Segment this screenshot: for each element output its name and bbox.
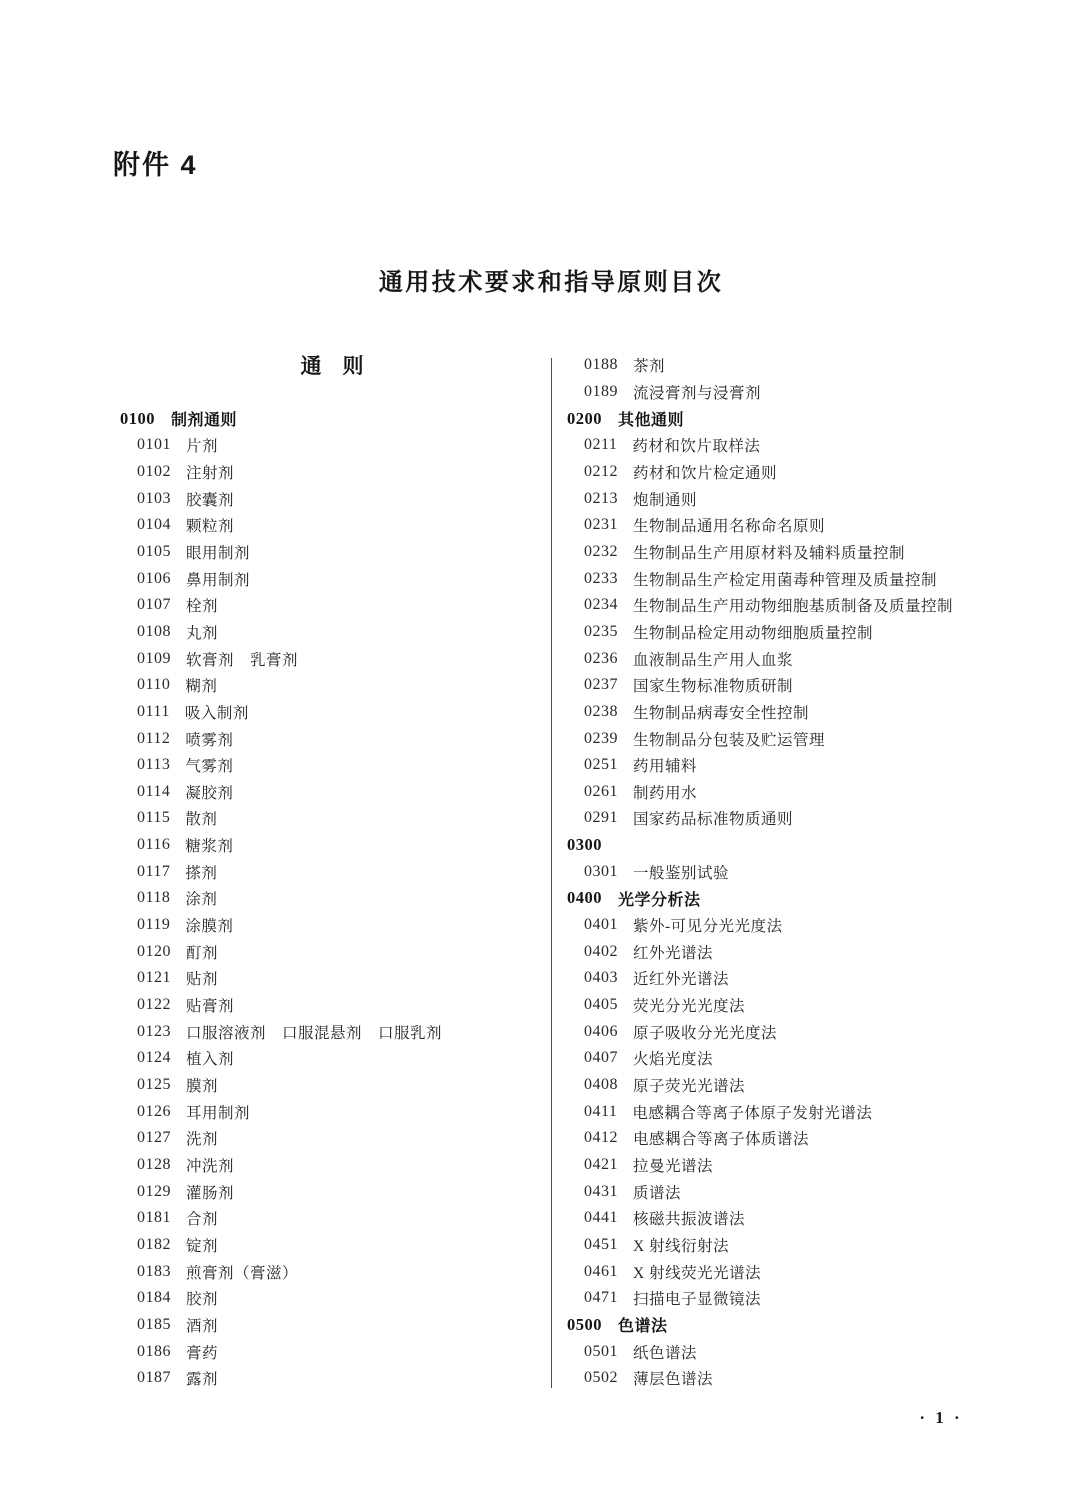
toc-entry [120, 1098, 544, 1125]
entry-name: 炮制通则 [633, 491, 698, 509]
toc-entry [567, 1098, 1072, 1125]
toc-entry [567, 352, 1072, 379]
toc-section-entry [567, 405, 1072, 432]
spacer-row [120, 379, 544, 406]
entry-code: 0231 [584, 516, 618, 534]
entry-name: 荧光分光光度法 [633, 998, 746, 1016]
entry-code: 0113 [137, 756, 171, 774]
toc-entry [120, 858, 544, 885]
toc-entry [567, 619, 1072, 646]
toc-entry [567, 965, 1072, 992]
entry-code: 0109 [137, 649, 171, 667]
entry-code: 0107 [137, 596, 171, 614]
toc-entry [567, 592, 1072, 619]
toc-entry [120, 512, 544, 539]
entry-name: 国家药品标准物质通则 [633, 811, 794, 829]
entry-code: 0300 [567, 835, 602, 855]
entry-code: 0102 [137, 462, 171, 480]
toc-entry [567, 645, 1072, 672]
toc-entry [567, 1072, 1072, 1099]
entry-code: 0232 [584, 542, 618, 560]
entry-name: X 射线衍射法 [633, 1237, 730, 1255]
entry-name: 扫描电子显微镜法 [633, 1291, 762, 1309]
toc-entry [567, 1365, 1072, 1392]
entry-code: 0406 [584, 1022, 618, 1040]
toc-entry [567, 1018, 1072, 1045]
entry-name: 洗剂 [186, 1131, 219, 1149]
entry-code: 0408 [584, 1076, 618, 1094]
entry-code: 0111 [137, 702, 170, 720]
entry-code: 0125 [137, 1076, 171, 1094]
toc-entry [120, 725, 544, 752]
toc-entry [567, 672, 1072, 699]
entry-code: 0500 [567, 1314, 602, 1334]
entry-code: 0211 [584, 436, 618, 454]
toc-entry [120, 1365, 544, 1392]
entry-code: 0261 [584, 782, 618, 800]
toc-entry [567, 1152, 1072, 1179]
entry-name: 栓剂 [186, 598, 219, 616]
entry-code: 0122 [137, 996, 171, 1014]
entry-code: 0200 [567, 408, 602, 428]
entry-name: 生物制品检定用动物细胞质量控制 [633, 624, 874, 642]
page-title: 通用技术要求和指导原则目次 [378, 269, 724, 296]
entry-name: 口服溶液剂 口服混悬剂 口服乳剂 [186, 1024, 443, 1042]
entry-code: 0123 [137, 1022, 171, 1040]
entry-code: 0501 [584, 1342, 618, 1360]
entry-name: 制剂通则 [171, 412, 238, 430]
entry-name: 耳用制剂 [186, 1104, 251, 1122]
toc-entry [567, 432, 1072, 459]
toc-entry [120, 1072, 544, 1099]
toc-entry [120, 965, 544, 992]
entry-code: 0451 [584, 1235, 618, 1253]
entry-code: 0124 [137, 1049, 171, 1067]
toc-entry [567, 699, 1072, 726]
entry-name: 合剂 [186, 1211, 219, 1229]
toc-entry [120, 805, 544, 832]
entry-name: 生物制品生产用动物细胞基质制备及质量控制 [633, 598, 954, 616]
entry-name: 涂剂 [185, 891, 218, 909]
entry-code: 0110 [137, 676, 171, 694]
entry-name: 软膏剂 乳膏剂 [186, 651, 299, 669]
toc-right-column [567, 352, 1072, 1392]
entry-code: 0181 [137, 1209, 171, 1227]
entry-code: 0119 [137, 916, 171, 934]
entry-name: 贴剂 [186, 971, 219, 989]
toc-entry [120, 752, 544, 779]
toc-left-column [120, 352, 544, 1392]
entry-name: 生物制品病毒安全性控制 [633, 704, 810, 722]
entry-name: 药用辅料 [633, 758, 698, 776]
entry-name: 植入剂 [186, 1051, 235, 1069]
left-column-header: 通 则 [300, 355, 364, 379]
entry-code: 0182 [137, 1235, 171, 1253]
entry-code: 0403 [584, 969, 618, 987]
toc-entry [120, 938, 544, 965]
toc-entry [120, 1045, 544, 1072]
entry-name: 片剂 [186, 438, 219, 456]
toc-entry [567, 752, 1072, 779]
toc-entry [120, 539, 544, 566]
entry-code: 0401 [584, 916, 618, 934]
toc-entry [120, 832, 544, 859]
toc-entry [567, 1045, 1072, 1072]
toc-entry [120, 779, 544, 806]
entry-code: 0234 [584, 596, 618, 614]
entry-code: 0117 [137, 862, 171, 880]
entry-name: 锭剂 [186, 1237, 219, 1255]
entry-name: 喷雾剂 [185, 731, 234, 749]
toc-entry [567, 512, 1072, 539]
entry-code: 0118 [137, 889, 171, 907]
entry-name: 膏药 [186, 1344, 219, 1362]
toc-entry [567, 1232, 1072, 1259]
toc-entry [120, 885, 544, 912]
entry-name: 制药用水 [633, 784, 698, 802]
entry-name: 纸色谱法 [633, 1344, 698, 1362]
entry-code: 0184 [137, 1289, 171, 1307]
entry-name: 一般鉴别试验 [633, 864, 730, 882]
entry-name: 紫外-可见分光光度法 [633, 918, 783, 936]
toc-entry [567, 779, 1072, 806]
toc-entry [567, 1125, 1072, 1152]
entry-name: 电感耦合等离子体原子发射光谱法 [632, 1104, 873, 1122]
entry-code: 0116 [137, 836, 171, 854]
entry-code: 0104 [137, 516, 171, 534]
toc-entry [120, 619, 544, 646]
entry-code: 0412 [584, 1129, 618, 1147]
entry-code: 0185 [137, 1315, 171, 1333]
entry-code: 0103 [137, 489, 171, 507]
toc-entry [120, 1312, 544, 1339]
toc-entry [567, 1178, 1072, 1205]
entry-code: 0212 [584, 462, 618, 480]
entry-code: 0106 [137, 569, 171, 587]
toc-entry [567, 539, 1072, 566]
toc-entry [567, 938, 1072, 965]
toc-section-entry [120, 405, 544, 432]
entry-name: 贴膏剂 [186, 998, 235, 1016]
toc-entry [120, 672, 544, 699]
toc-entry [567, 1285, 1072, 1312]
entry-name: 光学分析法 [618, 891, 701, 909]
entry-name: 国家生物标准物质研制 [633, 678, 794, 696]
entry-code: 0471 [584, 1289, 618, 1307]
toc-section-entry [567, 1312, 1072, 1339]
entry-code: 0115 [137, 809, 171, 827]
toc-entry [567, 1338, 1072, 1365]
entry-code: 0301 [584, 862, 618, 880]
entry-name: 搽剂 [185, 864, 218, 882]
entry-code: 0189 [584, 382, 618, 400]
entry-name: 原子吸收分光光度法 [633, 1024, 778, 1042]
entry-name: 露剂 [186, 1371, 219, 1389]
entry-name: 鼻用制剂 [186, 571, 251, 589]
entry-code: 0405 [584, 996, 618, 1014]
toc-entry [567, 912, 1072, 939]
toc-section-entry [567, 885, 1072, 912]
entry-code: 0400 [567, 888, 602, 908]
toc-entry [567, 565, 1072, 592]
entry-code: 0291 [584, 809, 618, 827]
entry-name: 生物制品通用名称命名原则 [633, 518, 826, 536]
toc-entry [120, 1232, 544, 1259]
toc-entry [120, 565, 544, 592]
entry-name: 火焰光度法 [633, 1051, 714, 1069]
entry-name: 酊剂 [186, 944, 219, 962]
entry-name: 其他通则 [618, 412, 685, 430]
toc-entry [120, 1178, 544, 1205]
entry-name: 注射剂 [186, 464, 235, 482]
toc-entry [567, 858, 1072, 885]
entry-code: 0100 [120, 408, 155, 428]
entry-name: 药材和饮片取样法 [632, 438, 761, 456]
toc-entry [120, 992, 544, 1019]
attachment-label: 附件 4 [113, 150, 198, 180]
entry-code: 0112 [137, 729, 171, 747]
entry-name: 煎膏剂（膏滋） [186, 1264, 299, 1282]
entry-name: 质谱法 [633, 1184, 682, 1202]
page-number: · 1 · [919, 1408, 963, 1427]
toc-entry [120, 1338, 544, 1365]
entry-name: 血液制品生产用人血浆 [633, 651, 794, 669]
entry-name: 茶剂 [633, 358, 666, 376]
entry-code: 0233 [584, 569, 618, 587]
entry-name: 膜剂 [186, 1078, 219, 1096]
entry-code: 0101 [137, 436, 171, 454]
toc-entry [120, 1125, 544, 1152]
entry-name: 冲洗剂 [186, 1158, 235, 1176]
toc-entry [120, 1152, 544, 1179]
entry-code: 0421 [584, 1156, 618, 1174]
entry-code: 0187 [137, 1369, 171, 1387]
entry-name: 涂膜剂 [185, 918, 234, 936]
toc-entry [567, 1258, 1072, 1285]
entry-name: 糖浆剂 [185, 838, 234, 856]
entry-name: 拉曼光谱法 [633, 1158, 714, 1176]
entry-name: 原子荧光光谱法 [633, 1078, 746, 1096]
toc-entry [120, 1205, 544, 1232]
entry-code: 0407 [584, 1049, 618, 1067]
entry-name: 红外光谱法 [633, 944, 714, 962]
entry-name: 酒剂 [186, 1317, 219, 1335]
entry-name: 薄层色谱法 [633, 1371, 714, 1389]
entry-code: 0441 [584, 1209, 618, 1227]
toc-entry [120, 432, 544, 459]
entry-code: 0183 [137, 1262, 171, 1280]
entry-name: 胶剂 [186, 1291, 219, 1309]
toc-entry [120, 459, 544, 486]
entry-name: 生物制品生产用原材料及辅料质量控制 [633, 544, 906, 562]
entry-code: 0129 [137, 1182, 171, 1200]
entry-name: 生物制品分包装及贮运管理 [633, 731, 826, 749]
entry-name: 凝胶剂 [185, 784, 234, 802]
toc-entry [567, 725, 1072, 752]
toc-entry [567, 485, 1072, 512]
toc-entry [120, 592, 544, 619]
entry-code: 0402 [584, 942, 618, 960]
entry-code: 0237 [584, 676, 618, 694]
entry-code: 0251 [584, 756, 618, 774]
entry-code: 0108 [137, 622, 171, 640]
toc-section-entry [567, 832, 1072, 859]
toc-entry [567, 1205, 1072, 1232]
entry-code: 0236 [584, 649, 618, 667]
entry-name: 生物制品生产检定用菌毒种管理及质量控制 [633, 571, 938, 589]
toc-entry [120, 912, 544, 939]
toc-entry [120, 1258, 544, 1285]
toc-entry [567, 992, 1072, 1019]
entry-name: 糊剂 [185, 678, 218, 696]
entry-name: 颗粒剂 [186, 518, 235, 536]
entry-name: 核磁共振波谱法 [633, 1211, 746, 1229]
entry-code: 0238 [584, 702, 618, 720]
entry-code: 0121 [137, 969, 171, 987]
entry-code: 0213 [584, 489, 618, 507]
toc-entry [120, 699, 544, 726]
toc-entry [120, 1018, 544, 1045]
entry-code: 0126 [137, 1102, 171, 1120]
entry-name: 气雾剂 [185, 758, 234, 776]
entry-code: 0114 [137, 782, 171, 800]
column-divider [551, 358, 552, 1388]
entry-name: 灌肠剂 [186, 1184, 235, 1202]
toc-entry [567, 379, 1072, 406]
entry-name: 色谱法 [618, 1318, 668, 1336]
toc-entry [567, 459, 1072, 486]
entry-code: 0120 [137, 942, 171, 960]
entry-name: 电感耦合等离子体质谱法 [633, 1131, 810, 1149]
entry-code: 0239 [584, 729, 618, 747]
entry-name: 眼用制剂 [186, 544, 251, 562]
entry-code: 0411 [584, 1102, 618, 1120]
entry-name: 药材和饮片检定通则 [633, 464, 778, 482]
toc-entry [567, 805, 1072, 832]
entry-code: 0127 [137, 1129, 171, 1147]
toc-entry [120, 645, 544, 672]
entry-code: 0188 [584, 356, 618, 374]
entry-name: 近红外光谱法 [633, 971, 730, 989]
entry-name: 散剂 [185, 811, 218, 829]
entry-code: 0105 [137, 542, 171, 560]
entry-name: X 射线荧光光谱法 [633, 1264, 762, 1282]
entry-code: 0461 [584, 1262, 618, 1280]
entry-code: 0235 [584, 622, 618, 640]
entry-code: 0186 [137, 1342, 171, 1360]
entry-code: 0502 [584, 1369, 618, 1387]
entry-code: 0431 [584, 1182, 618, 1200]
entry-name: 丸剂 [186, 624, 219, 642]
toc-entry [120, 485, 544, 512]
entry-name: 吸入制剂 [184, 704, 249, 722]
entry-name: 流浸膏剂与浸膏剂 [633, 384, 762, 402]
entry-name: 胶囊剂 [186, 491, 235, 509]
toc-entry [120, 1285, 544, 1312]
entry-code: 0128 [137, 1156, 171, 1174]
